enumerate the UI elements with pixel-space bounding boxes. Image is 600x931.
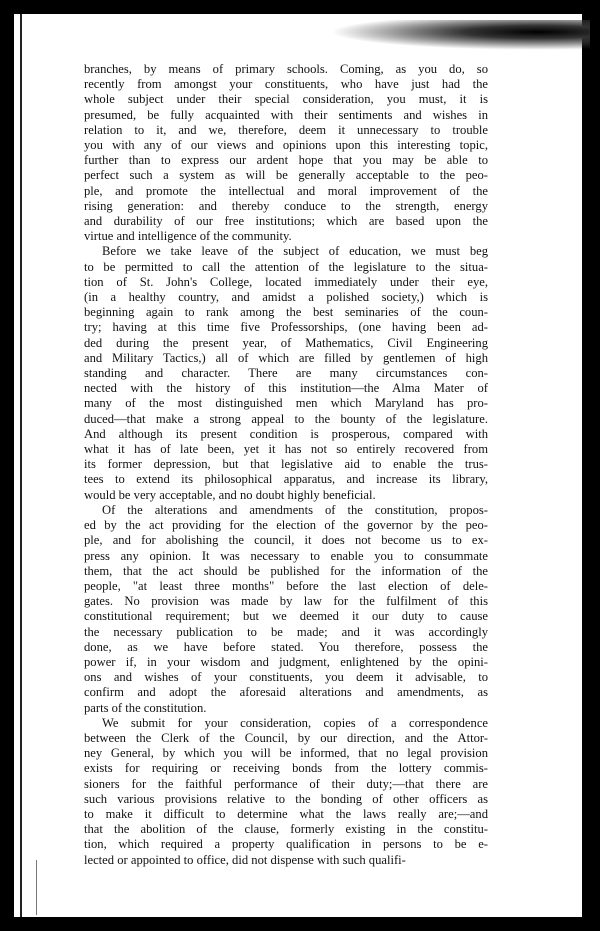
page-edge: [20, 14, 22, 917]
text-line: you with any of our views and opinions upon this interesting topic,: [84, 138, 488, 153]
text-line: what it has of late been, yet it has not so entirely recovered from: [84, 442, 488, 457]
page-fold-mark: [36, 860, 37, 915]
text-line: many of the most distinguished men which Maryland has pro-: [84, 396, 488, 411]
text-line: done, as we have before stated. You therefore, possess the: [84, 639, 488, 654]
text-line: such various provisions relative to the bonding of other officers as: [84, 791, 488, 806]
ink-smudge: [330, 20, 590, 50]
text-line: try; having at this time five Professorships, (one having been ad-: [84, 320, 488, 335]
text-line: whole subject under their special consideration, you must, it is: [84, 92, 488, 107]
text-line: ple, and promote the intellectual and moral improvement of the: [84, 183, 488, 198]
paragraph: [84, 716, 488, 868]
text-line: to make it difficult to determine what the laws really are;—and: [84, 806, 488, 821]
document-page: [84, 62, 488, 868]
text-line: virtue and intelligence of the community.: [84, 229, 292, 244]
text-line: and durability of our free institutions; which are based upon the: [84, 214, 488, 229]
text-line: constitutional requirement; but we deemed it our duty to cause: [84, 609, 488, 624]
text-line: ple, and for abolishing the council, it does not become us to ex-: [84, 533, 488, 548]
text-line: between the Clerk of the Council, by our direction, and the Attor-: [84, 730, 488, 745]
text-line: people, "at least three months" before the last election of dele-: [84, 578, 488, 593]
text-line: its former depression, but that legislative aid to enable the trus-: [84, 457, 488, 472]
text-line: perfect such a system as will be generally acceptable to the peo-: [84, 168, 488, 183]
text-line: press any opinion. It was necessary to enable you to consummate: [84, 548, 488, 563]
scan-border-top: [0, 0, 600, 14]
text-line: them, that the act should be published for the information of the: [84, 563, 488, 578]
scan-border-left: [0, 0, 14, 931]
text-line: ney General, by which you will be informed, that no legal provision: [84, 746, 488, 761]
text-line: exists for requiring or receiving bonds from the lottery commis-: [84, 761, 488, 776]
text-line: ded during the present year, of Mathematics, Civil Engineering: [84, 335, 488, 350]
text-line: beginning again to rank among the best seminaries of the coun-: [84, 305, 488, 320]
text-line: presumed, be fully acquainted with their sentiments and wishes in: [84, 107, 488, 122]
text-line: rising generation: and thereby conduce to the strength, energy: [84, 198, 488, 213]
text-line: and Military Tactics,) all of which are filled by gentlemen of high: [84, 350, 488, 365]
text-line: the necessary publication to be made; and it was accordingly: [84, 624, 488, 639]
paragraph: [84, 503, 488, 716]
text-line: gates. No provision was made by law for the fulfilment of this: [84, 594, 488, 609]
text-line: tion of St. John's College, located immediately under their eye,: [84, 274, 488, 289]
text-line: Before we take leave of the subject of education, we must beg: [102, 244, 488, 259]
text-line: duced—that make a strong appeal to the bounty of the legislature.: [84, 411, 488, 426]
text-line: Of the alterations and amendments of the constitution, propos-: [102, 502, 488, 517]
text-line: branches, by means of primary schools. Coming, as you do, so: [84, 62, 488, 76]
text-line: parts of the constitution.: [84, 700, 207, 715]
text-line: confirm and adopt the aforesaid alterations and amendments, as: [84, 685, 488, 700]
text-line: would be very acceptable, and no doubt highly beneficial.: [84, 487, 376, 502]
text-line: sioners for the faithful performance of their duty;—that there are: [84, 776, 488, 791]
text-line: (in a healthy country, and amidst a polished society,) which is: [84, 290, 488, 305]
text-line: tees to extend its philosophical apparatus, and increase its library,: [84, 472, 488, 487]
text-line: tion, which required a property qualification in persons to be e-: [84, 837, 488, 852]
text-line: further than to express our ardent hope that you may be able to: [84, 153, 488, 168]
text-line: lected or appointed to office, did not dispense with such qualifi-: [84, 852, 406, 867]
text-line: recently from amongst your constituents, who have just had the: [84, 77, 488, 92]
text-line: relation to it, and we, therefore, deem it unnecessary to trouble: [84, 122, 488, 137]
text-line: that the abolition of the clause, formerly existing in the constitu-: [84, 822, 488, 837]
text-line: to be permitted to call the attention of the legislature to the situa-: [84, 259, 488, 274]
paragraph: [84, 244, 488, 502]
scan-border-right: [582, 0, 600, 931]
text-line: And although its present condition is prosperous, compared with: [84, 426, 488, 441]
text-line: We submit for your consideration, copies of a correspondence: [102, 715, 488, 730]
text-line: power if, in your wisdom and judgment, enlightened by the opini-: [84, 654, 488, 669]
paragraph: [84, 62, 488, 244]
text-line: nected with the history of this institution—the Alma Mater of: [84, 381, 488, 396]
text-line: ons and wishes of your constituents, you deem it advisable, to: [84, 670, 488, 685]
text-line: ed by the act providing for the election of the governor by the peo-: [84, 518, 488, 533]
scan-border-bottom: [0, 917, 600, 931]
text-line: standing and character. There are many circumstances con-: [84, 366, 488, 381]
